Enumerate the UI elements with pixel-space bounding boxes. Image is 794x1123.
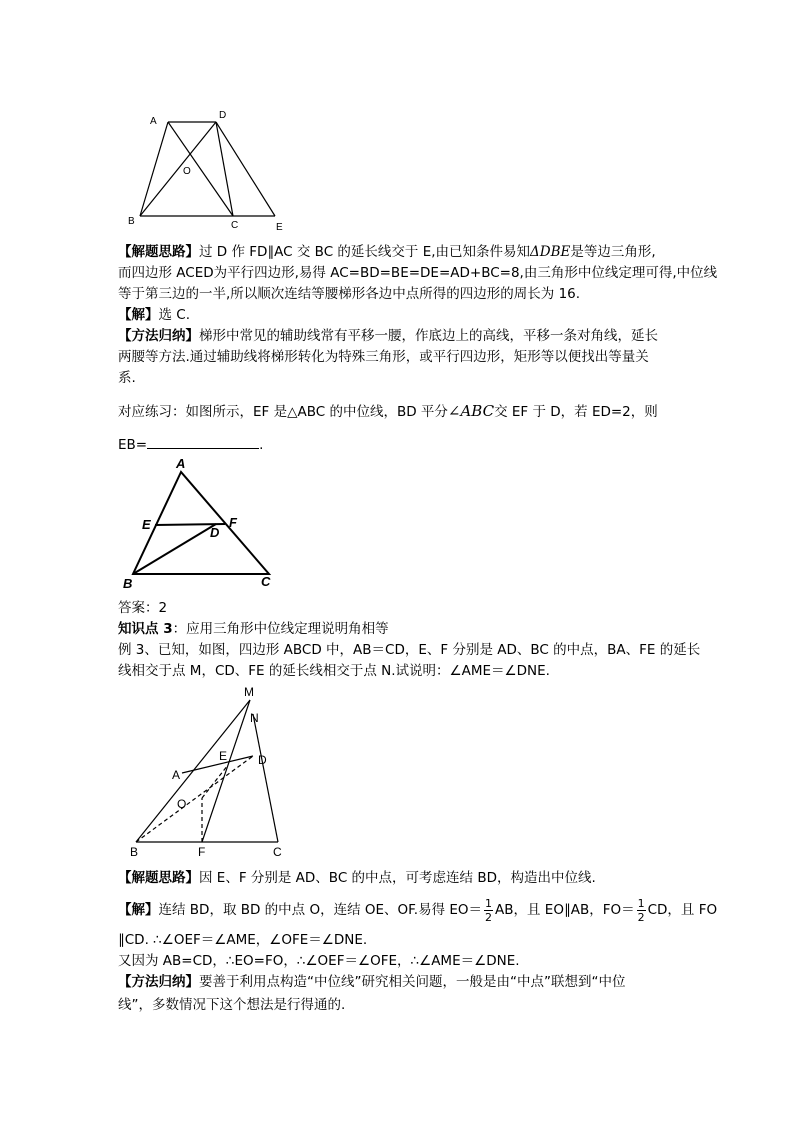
kp3-title-line — [118, 619, 678, 640]
segment-cn — [253, 714, 278, 842]
tag-solution: 【解】 — [118, 307, 159, 323]
practice-math: ∠ABC — [447, 402, 495, 420]
solution3-text-c: CD，且 FO — [647, 902, 718, 918]
example-line-1: 例 3、已知，如图，四边形 ABCD 中，AB＝CD，E、F 分别是 AD、BC 的中点，BA、FE 的延长 — [118, 642, 701, 658]
think3-text: 因 E、F 分别是 AD、BC 的中点，可考虑连结 BD，构造出中位线. — [199, 870, 596, 886]
tag-method-3: 【方法归纳】 — [118, 974, 199, 990]
method3-line-2: 线”，多数情况下这个想法是行得通的. — [118, 997, 346, 1013]
label-a: A — [176, 456, 186, 471]
label-o: O — [183, 166, 191, 177]
solution3-text-a: 连结 BD，取 BD 的中点 O，连结 OE、OF.易得 EO＝ — [158, 902, 483, 918]
practice-text-b: 交 EF 于 D，若 ED=2，则 — [494, 404, 658, 420]
solution3-text-b: AB，且 EO∥AB，FO＝ — [495, 902, 635, 918]
fraction-half-1: $\frac{1}{2}$ — [485, 896, 493, 924]
solution-line — [118, 305, 678, 326]
fraction-half-2: $\frac{1}{2}$ — [637, 896, 645, 924]
tag-method: 【方法归纳】 — [118, 328, 199, 344]
tag-think: 【解题思路】 — [118, 244, 199, 260]
label-f: F — [229, 515, 237, 530]
trapezoid-figure — [120, 100, 300, 235]
method-line-3: 系. — [118, 370, 136, 386]
triangle-abc — [133, 472, 269, 574]
label-d: D — [210, 525, 220, 540]
label-b: B — [130, 845, 139, 859]
label-o: O — [177, 797, 187, 811]
answer-line: 答案：2 — [118, 600, 168, 616]
method-text-1: 梯形中常见的辅助线常有平移一腰，作底边上的高线，平移一条对角线，延长 — [199, 328, 658, 344]
label-b: B — [128, 216, 135, 227]
method3-text-1: 要善于利用点构造“中位线”研究相关问题，一般是由“中点”联想到“中位 — [199, 974, 626, 990]
segment-ab — [140, 122, 168, 216]
segment-ad — [182, 756, 253, 773]
kp3-title: 知识点 3 — [118, 621, 173, 637]
label-a: A — [150, 116, 157, 127]
think-text-1a: 过 D 作 FD∥AC 交 BC 的延长线交于 E,由已知条件易知 — [199, 244, 531, 260]
solution3-line-1 — [118, 896, 718, 924]
practice-eb-label: EB= — [118, 437, 148, 453]
think3-line — [118, 868, 678, 889]
label-m: M — [244, 685, 254, 699]
label-f: F — [198, 845, 206, 859]
label-a: A — [172, 768, 181, 782]
label-e: E — [142, 517, 151, 532]
solution-text: 选 C. — [158, 307, 191, 323]
think-line-1 — [118, 242, 678, 263]
label-b: B — [123, 576, 133, 591]
label-d: D — [219, 110, 227, 121]
practice-text-a: 对应练习：如图所示，EF 是△ABC 的中位线，BD 平分 — [118, 404, 448, 420]
segment-oe-dashed — [202, 765, 228, 798]
segment-fm — [202, 700, 250, 842]
label-c: C — [273, 845, 282, 859]
label-c: C — [231, 220, 239, 231]
method3-line-1 — [118, 972, 678, 993]
label-c: C — [261, 574, 271, 589]
kp3-title-rest: ：应用三角形中位线定理说明角相等 — [172, 621, 389, 637]
label-e: E — [219, 749, 228, 763]
label-n: N — [250, 711, 259, 725]
label-e: E — [276, 222, 283, 233]
answer-blank — [147, 435, 259, 449]
practice-period: . — [259, 437, 264, 453]
label-d: D — [258, 753, 267, 767]
practice-line-1 — [118, 401, 678, 423]
method-line-2: 两腰等方法.通过辅助线将梯形转化为特殊三角形，或平行四边形，矩形等以便找出等量关 — [118, 349, 649, 365]
think-text-1b: 是等边三角形, — [570, 244, 656, 260]
think-line-3: 等于第三边的一半,所以顺次连结等腰梯形各边中点所得的四边形的周长为 16. — [118, 286, 581, 302]
think-math: ΔDBE — [530, 244, 571, 260]
think-line-2: 而四边形 ACED为平行四边形,易得 AC=BD=BE=DE=AD+BC=8,由三角形中位线定理可得,中位线 — [118, 265, 718, 281]
method-line-1 — [118, 326, 678, 347]
solution3-line-2: ∥CD. ∴∠OEF＝∠AME，∠OFE＝∠DNE. — [118, 932, 368, 948]
example-line-2: 线相交于点 M，CD、FE 的延长线相交于点 N.试说明：∠AME＝∠DNE. — [118, 663, 550, 679]
tag-think-3: 【解题思路】 — [118, 870, 199, 886]
tag-solution-3: 【解】 — [118, 902, 159, 918]
quadrilateral-figure — [120, 680, 300, 860]
triangle-figure — [118, 452, 283, 592]
solution3-line-3: 又因为 AB=CD，∴EO=FO，∴∠OEF＝∠OFE，∴∠AME＝∠DNE. — [118, 953, 520, 969]
